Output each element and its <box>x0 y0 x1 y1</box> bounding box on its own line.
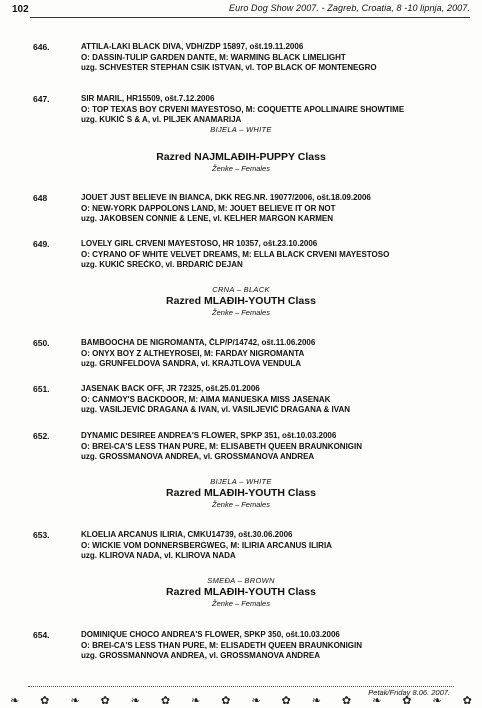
color-label: BIJELA – WHITE <box>210 125 272 134</box>
page-number: 102 <box>12 4 29 15</box>
footer-divider <box>28 686 454 687</box>
entry-dog-name: BAMBOOCHA DE NIGROMANTA, ČLP/P/14742, ošt.11.06.2006 <box>81 338 316 347</box>
entry-breeder-owner: uzg. KUKIĆ S & A, vl. PILJEK ANAMARIJA <box>81 115 242 124</box>
paw-ornament-icon: ❧ <box>311 694 321 707</box>
entry-parents: O: CYRANO OF WHITE VELVET DREAMS, M: ELLA BLACK CRVENI MAYESTOSO <box>81 249 390 259</box>
paw-ornament-icon: ❧ <box>130 694 140 707</box>
entry-parents: O: BREI-CA'S LESS THAN PURE, M: ELISABETH QUEEN BRAUNKONIGIN <box>81 441 363 451</box>
class-heading <box>0 576 482 609</box>
paw-ornament-icon: ❧ <box>191 694 201 707</box>
entry-number: 647. <box>33 94 50 104</box>
entry-parents: O: BREI-CA'S LESS THAN PURE, M: ELISADETH QUEEN BRAUNKONIGIN <box>81 640 363 650</box>
paw-ornament-icon: ✿ <box>221 694 231 707</box>
entry-parents: O: ONYX BOY Z ALTHEYROSEI, M: FARDAY NIGROMANTA <box>81 348 305 358</box>
paw-ornament-icon: ✿ <box>160 694 171 707</box>
class-title: Razred MLAĐIH-YOUTH Class <box>166 295 316 307</box>
entry-dog-name: JASENAK BACK OFF, JR 72325, ošt.25.01.2006 <box>81 384 260 393</box>
entry-breeder-owner: uzg. GROSSMANNOVA ANDREA, vl. GROSSMANOVA ANDREA <box>81 651 320 660</box>
entry-dog-name: KLOELIA ARCANUS ILIRIA, CMKU14739, ošt.30.06.2006 <box>81 530 293 539</box>
footer-ornament-row <box>10 695 472 707</box>
entry-number: 653. <box>33 530 50 540</box>
class-title: Razred MLAĐIH-YOUTH Class <box>166 586 316 598</box>
class-heading <box>0 285 482 318</box>
entry-breeder-owner: uzg. GROSSMANOVA ANDREA, vl. GROSSMANOVA ANDREA <box>81 452 315 461</box>
paw-ornament-icon: ✿ <box>100 694 110 707</box>
entry-parents: O: TOP TEXAS BOY CRVENI MAYESTOSO, M: COQUETTE APOLLINAIRE SHOWTIME <box>81 104 405 114</box>
class-title: Razred NAJMLAĐIH-PUPPY Class <box>156 151 326 163</box>
color-label: CRNA – BLACK <box>212 285 270 294</box>
paw-ornament-icon: ✿ <box>341 694 352 707</box>
entry-dog-name: SIR MARIL, HR15509, ošt.7.12.2006 <box>81 94 215 103</box>
class-heading <box>0 477 482 510</box>
paw-ornament-icon: ❧ <box>432 694 442 707</box>
paw-ornament-icon: ❧ <box>10 694 20 707</box>
entry-number: 649. <box>33 239 50 249</box>
entry-number: 646. <box>33 42 50 52</box>
class-heading <box>0 151 482 174</box>
footer-date: Petak/Friday 8.06. 2007. <box>368 688 450 697</box>
entry-number: 650. <box>33 338 50 348</box>
entry-dog-name: ATTILA-LAKI BLACK DIVA, VDH/ZDP 15897, ošt.19.11.2006 <box>81 42 304 51</box>
class-title: Razred MLAĐIH-YOUTH Class <box>166 487 316 499</box>
header-title: Euro Dog Show 2007. - Zagreb, Croatia, 8 -10 lipnja, 2007. <box>229 3 470 13</box>
entry-parents: O: WICKIE VOM DONNERSBERGWEG, M: ILIRIA ARCANUS ILIRIA <box>81 540 332 550</box>
sex-label: Ženke – Females <box>212 308 270 317</box>
entry-breeder-owner: uzg. KUKIĆ SREĆKO, vl. BRDARIĆ DEJAN <box>81 260 243 269</box>
color-label: BIJELA – WHITE <box>210 477 272 486</box>
paw-ornament-icon: ✿ <box>281 694 291 707</box>
entry-breeder-owner: uzg. GRUNFELDOVA SANDRA, vl. KRAJTLOVA VENDULA <box>81 359 302 368</box>
entry-dog-name: JOUET JUST BELIEVE IN BIANCA, DKK REG.NR. 19077/2006, ošt.18.09.2006 <box>81 193 371 202</box>
sex-label: Ženke – Females <box>212 500 270 509</box>
paw-ornament-icon: ✿ <box>462 694 472 707</box>
entry-number: 648 <box>33 193 48 203</box>
entry-dog-name: DYNAMIC DESIREE ANDREA'S FLOWER, SPKP 351, ošt.10.03.2006 <box>81 431 337 440</box>
entry-parents: O: CANMOY'S BACKDOOR, M: AIMA MANUESKA MISS JASENAK <box>81 394 331 404</box>
sex-label: Ženke – Females <box>212 164 270 173</box>
paw-ornament-icon: ❧ <box>70 694 80 707</box>
entry-breeder-owner: uzg. SCHVESTER STEPHAN CSIK ISTVAN, vl. TOP BLACK OF MONTENEGRO <box>81 63 377 72</box>
color-heading <box>0 125 482 135</box>
paw-ornament-icon: ❧ <box>251 694 261 707</box>
entry-parents: O: DASSIN-TULIP GARDEN DANTE, M: WARMING BLACK LIMELIGHT <box>81 52 346 62</box>
entry-number: 651. <box>33 384 50 394</box>
entry-breeder-owner: uzg. JAKOBSEN CONNIE & LENE, vl. KELHER MARGON KARMEN <box>81 214 334 223</box>
header-divider <box>30 17 470 18</box>
entry-dog-name: LOVELY GIRL CRVENI MAYESTOSO, HR 10357, ošt.23.10.2006 <box>81 239 318 248</box>
paw-ornament-icon: ✿ <box>40 694 50 707</box>
paw-ornament-icon: ✿ <box>402 694 412 707</box>
entry-number: 652. <box>33 431 50 441</box>
entry-parents: O: NEW-YORK DAPPOLONS LAND, M: JOUET BELIEVE IT OR NOT <box>81 203 336 213</box>
color-label: SMEĐA – BROWN <box>207 576 275 585</box>
entry-dog-name: DOMINIQUE CHOCO ANDREA'S FLOWER, SPKP 350, ošt.10.03.2006 <box>81 630 340 639</box>
entry-breeder-owner: uzg. KLIROVA NADA, vl. KLIROVA NADA <box>81 551 236 560</box>
sex-label: Ženke – Females <box>212 599 270 608</box>
entry-number: 654. <box>33 630 50 640</box>
page-header <box>12 3 470 17</box>
entry-breeder-owner: uzg. VASILJEVIĆ DRAGANA & IVAN, vl. VASILJEVIĆ DRAGANA & IVAN <box>81 405 351 414</box>
paw-ornament-icon: ❧ <box>372 694 382 707</box>
